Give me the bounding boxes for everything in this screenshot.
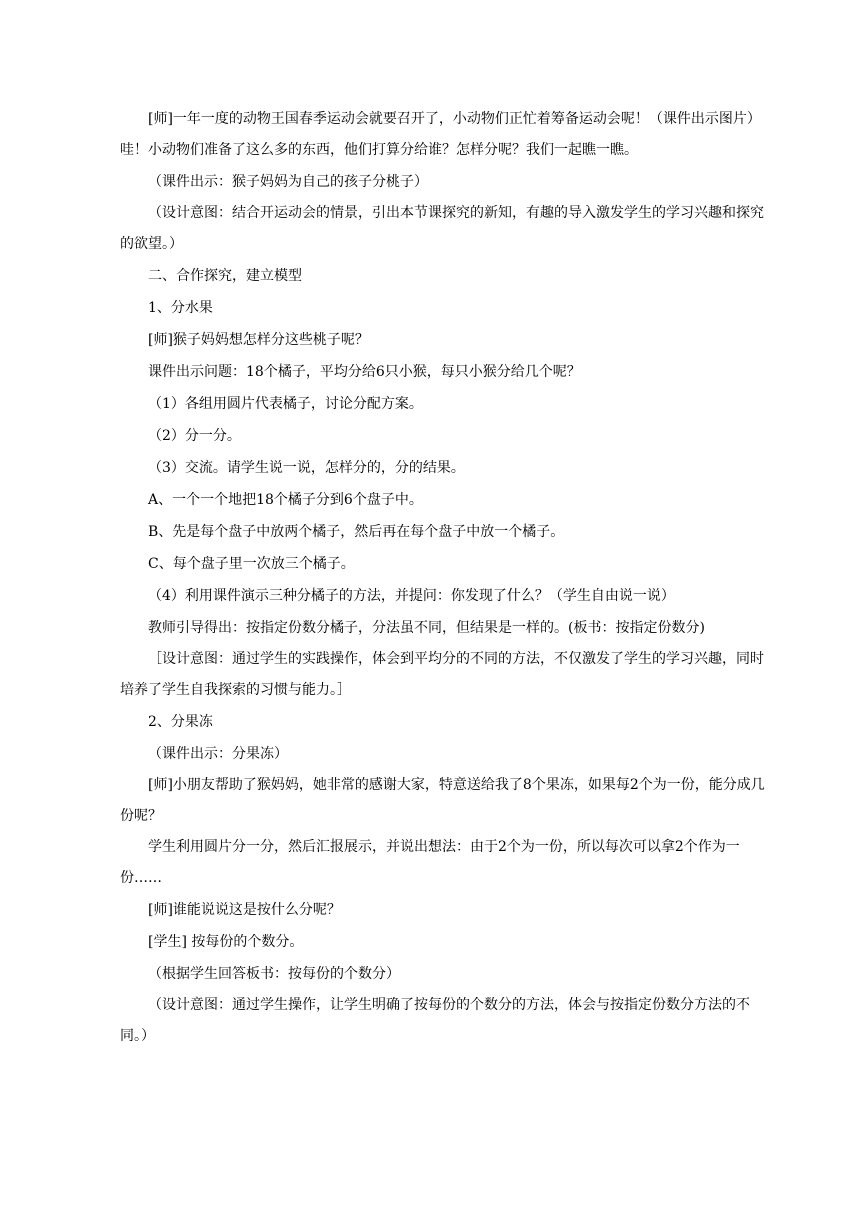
paragraph-design-intent-2: ［设计意图：通过学生的实践操作，体会到平均分的不同的方法，不仅激发了学生的学习兴趣，同时培养了学生自我探索的习惯与能力。］: [120, 651, 764, 698]
paragraph-design-intent-3: （设计意图：通过学生操作，让学生明确了按每份的个数分的方法，体会与按指定份数分方法的不同。）: [120, 997, 750, 1044]
paragraph-jelly-problem: [师]小朋友帮助了猴妈妈，她非常的感谢大家，特意送给我了8个果冻，如果每2个为一份，能分成几份呢？: [120, 777, 765, 824]
paragraph-board-writing: （根据学生回答板书：按每份的个数分）: [148, 966, 400, 982]
paragraph-problem-statement: 课件出示问题：18个橘子，平均分给6只小猴，每只小猴分给几个呢？: [148, 364, 581, 380]
subsection-heading-fruit: 1、分水果: [148, 300, 213, 316]
paragraph-student-activity: 学生利用圆片分一分，然后汇报展示，并说出想法：由于2个为一份，所以每次可以拿2个作为一份……: [120, 839, 740, 886]
list-item-method-a: A、一个一个地把18个橘子分到6个盘子中。: [148, 492, 423, 508]
section-heading-cooperative-inquiry: 二、合作探究，建立模型: [148, 268, 302, 284]
paragraph-courseware-jelly: （课件出示：分果冻）: [148, 746, 288, 762]
paragraph-design-intent-1: （设计意图：结合开运动会的情景，引出本节课探究的新知，有趣的导入激发学生的学习兴趣和探究的欲望。）: [120, 205, 764, 252]
list-item-step-2: （2）分一分。: [148, 428, 241, 444]
list-item-step-1: （1）各组用圆片代表橘子，讨论分配方案。: [148, 396, 423, 412]
document-body: [120, 104, 772, 1052]
paragraph-teacher-ask: [师]谁能说说这是按什么分呢？: [148, 902, 341, 918]
list-item-method-b: B、先是每个盘子中放两个橘子，然后再在每个盘子中放一个橘子。: [148, 524, 565, 540]
paragraph-teacher-guide: 教师引导得出：按指定份数分橘子，分法虽不同，但结果是一样的。(板书：按指定份数分): [148, 620, 705, 636]
paragraph-student-answer: [学生] 按每份的个数分。: [148, 934, 304, 950]
list-item-step-3: （3）交流。请学生说一说，怎样分的，分的结果。: [148, 460, 465, 476]
paragraph-courseware-peaches: （课件出示：猴子妈妈为自己的孩子分桃子）: [148, 174, 428, 190]
paragraph-teacher-question: [师]猴子妈妈想怎样分这些桃子呢？: [148, 332, 369, 348]
list-item-step-4: （4）利用课件演示三种分橘子的方法，并提问：你发现了什么？（学生自由说一说）: [148, 588, 675, 604]
paragraph-intro: [师]一年一度的动物王国春季运动会就要召开了，小动物们正忙着筹备运动会呢！（课件出示图片）哇！小动物们准备了这么多的东西，他们打算分给谁？怎样分呢？我们一起瞧一瞧。: [120, 111, 761, 158]
list-item-method-c: C、每个盘子里一次放三个橘子。: [148, 556, 355, 572]
subsection-heading-jelly: 2、分果冻: [148, 714, 213, 730]
